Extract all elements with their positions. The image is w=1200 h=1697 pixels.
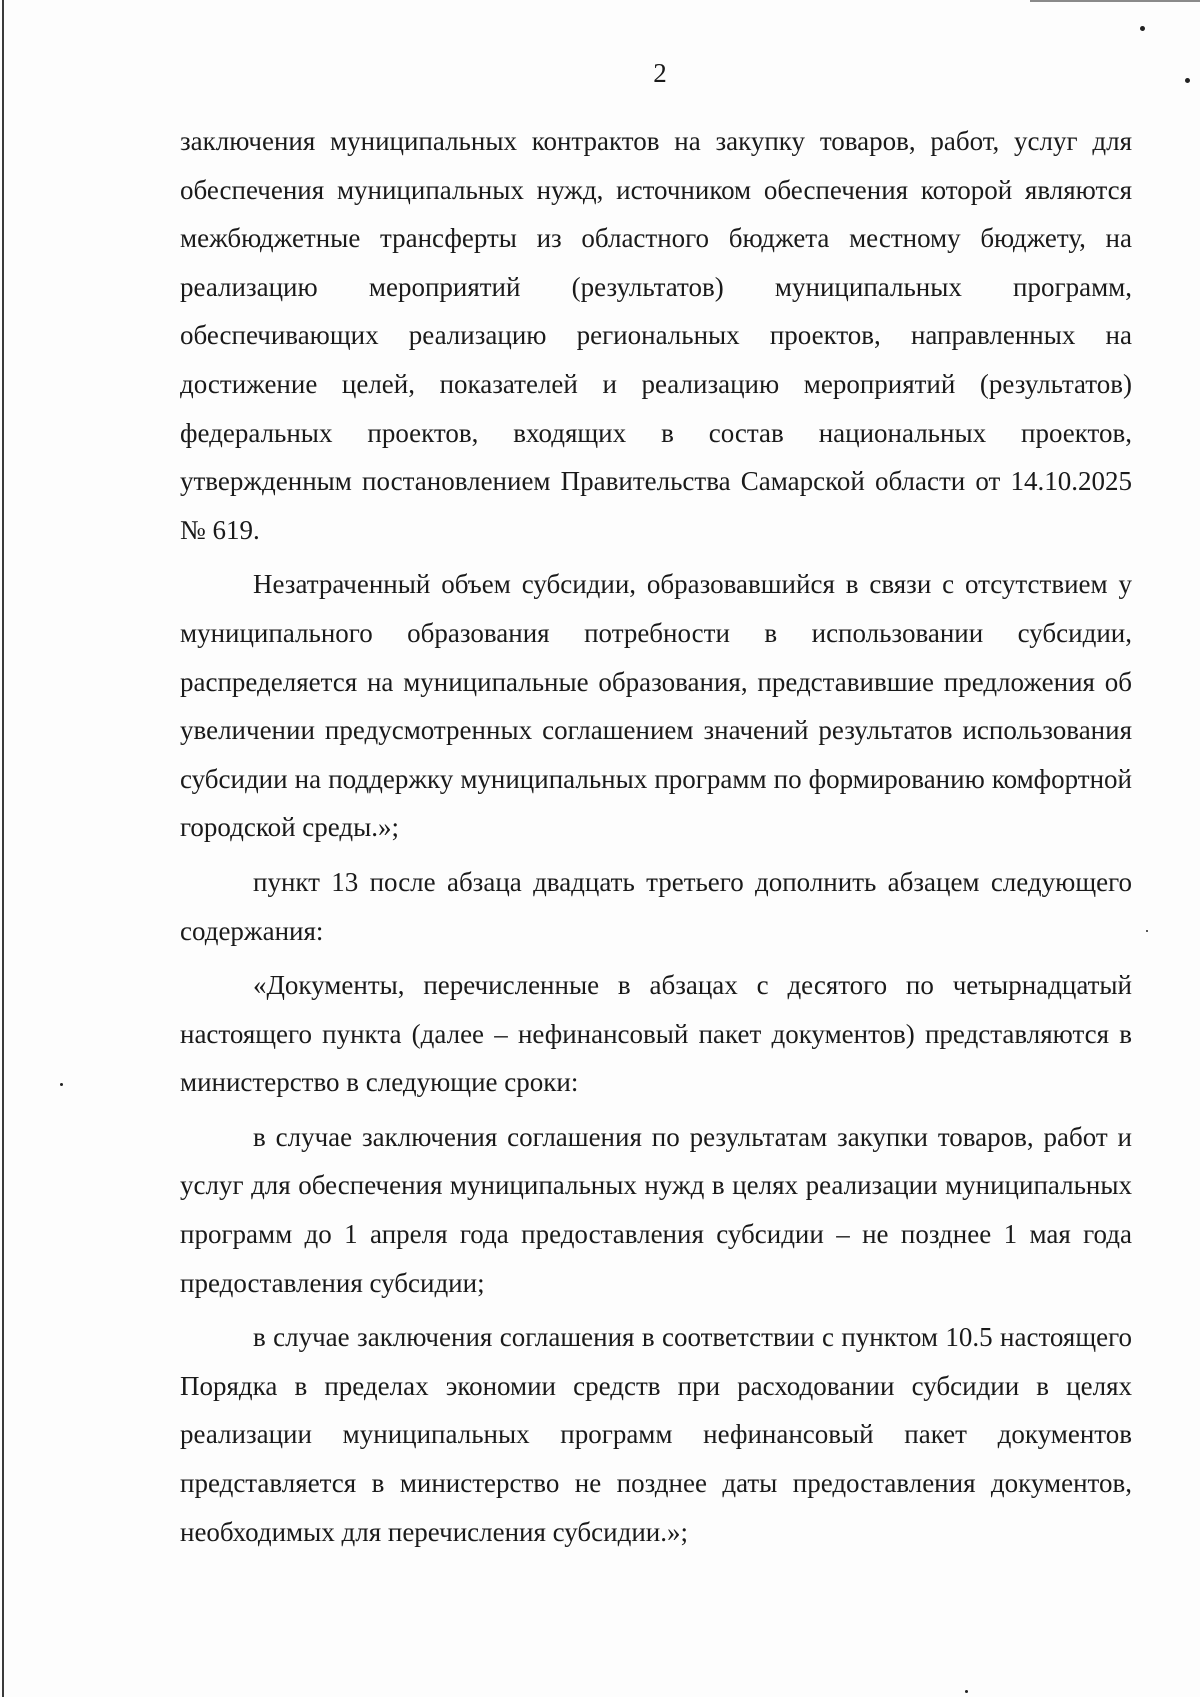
document-body bbox=[180, 117, 1132, 1556]
paragraph-continuation: заключения муниципальных контрактов на закупку товаров, работ, услуг для обеспечения муниципальных нужд, источником обеспечения которой являются межбюджетные трансферты из областного бюджета местному бюджету, на реализацию мероприятий (результатов) муниципальных программ, обеспечивающих реализацию региональных проектов, направленных на достижение целей, показателей и реализацию мероприятий (результатов) федеральных проектов, входящих в состав национальных проектов, утвержденным постановлением Правительства Самарской области от 14.10.2025 № 619. bbox=[180, 126, 1132, 545]
scan-speck bbox=[60, 1083, 63, 1086]
paragraph-savings-case: в случае заключения соглашения в соответствии с пунктом 10.5 настоящего Порядка в пределах экономии средств при расходовании субсидии в целях реализации муниципальных программ нефинансовый пакет документов представляется в министерство не позднее даты предоставления документов, необходимых для перечисления субсидии.»; bbox=[180, 1322, 1132, 1547]
scan-top-edge bbox=[1030, 0, 1200, 2]
scan-speck bbox=[965, 1690, 968, 1693]
page-number: 2 bbox=[653, 58, 667, 88]
scan-speck bbox=[1146, 930, 1148, 932]
paragraph-unspent-subsidy: Незатраченный объем субсидии, образовавшийся в связи с отсутствием у муниципального образования потребности в использовании субсидии, распределяется на муниципальные образования, представившие предложения об увеличении предусмотренных соглашением значений результатов использования субсидии на поддержку муниципальных программ по формированию комфортной городской среды.»; bbox=[180, 569, 1132, 843]
paragraph-item-13-amendment: пункт 13 после абзаца двадцать третьего дополнить абзацем следующего содержания: bbox=[180, 866, 1132, 946]
scan-left-edge bbox=[2, 0, 4, 1697]
paragraph-procurement-case: в случае заключения соглашения по результатам закупки товаров, работ и услуг для обеспечения муниципальных нужд в целях реализации муниципальных программ до 1 апреля года предоставления субсидии – не позднее 1 мая года предоставления субсидии; bbox=[180, 1121, 1132, 1298]
scan-speck bbox=[1140, 26, 1145, 31]
paragraph-documents-deadlines: «Документы, перечисленные в абзацах с десятого по четырнадцатый настоящего пункта (далее – нефинансовый пакет документов) представляются в министерство в следующие сроки: bbox=[180, 970, 1132, 1098]
